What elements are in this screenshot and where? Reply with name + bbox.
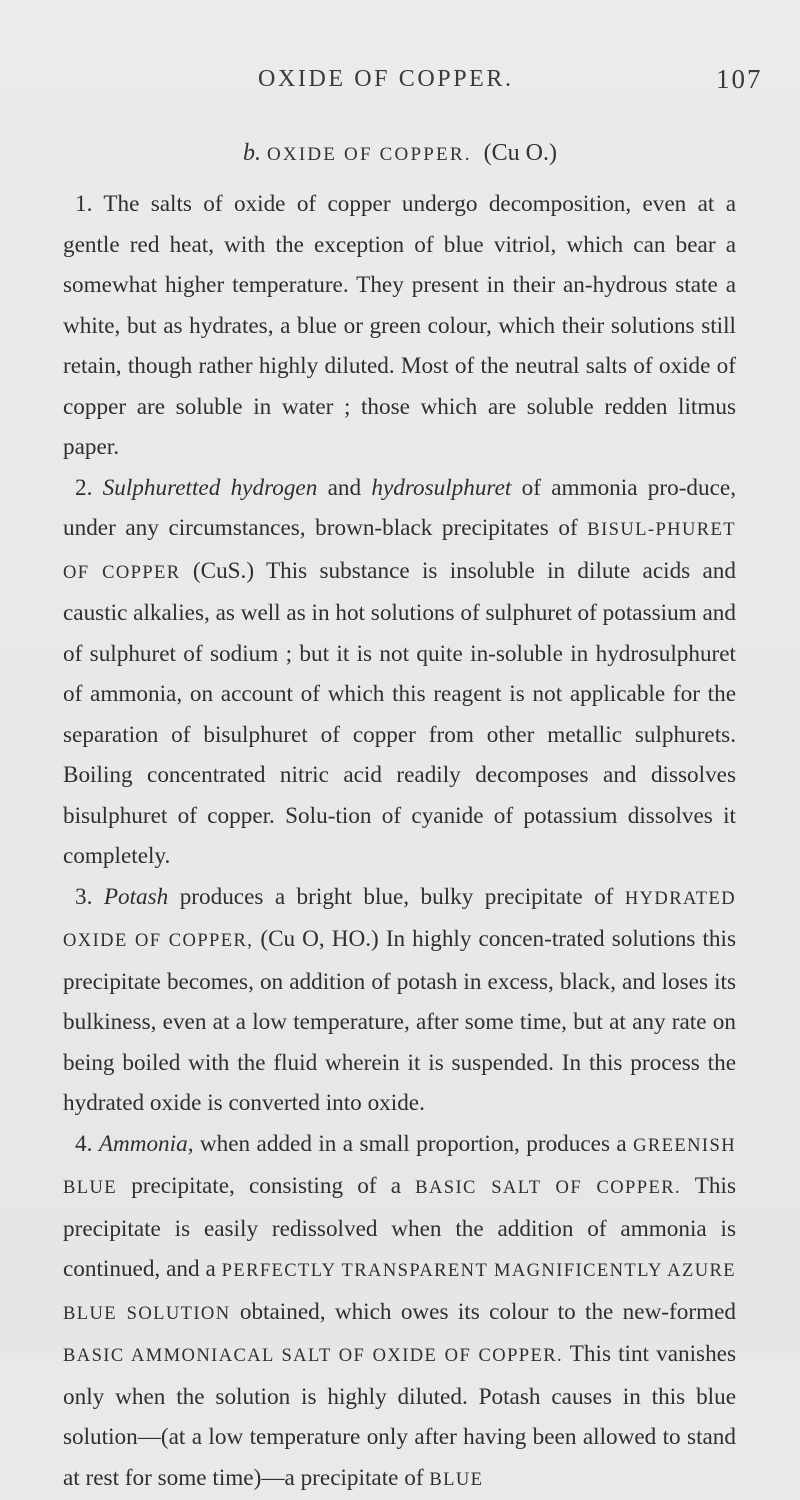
paragraph-3-text-1: produces a bright blue, bulky precipitate of [168, 884, 625, 910]
page-number: 107 [716, 64, 763, 95]
paragraph-2-text-2: (CuS.) This substance is insoluble in dilute acids and caustic alkalies, as well as in hot solutions of sulphuret of potassium and of sulphuret of sodium ; but it is not quite in-soluble in hydrosulphuret of ammonia, on account of which this reagent is not applicable for the separation of bisulphuret of copper from other metallic sulphurets. Boiling concentrated nitric acid readily decomposes and dissolves bisulphuret of copper. Solu-tion of cyanide of potassium dissolves it completely. [63, 558, 736, 870]
paragraph-2-and: and [317, 475, 371, 501]
paragraph-4-smallcaps-2: BASIC SALT OF COPPER. [415, 1177, 681, 1198]
paragraph-4-smallcaps-3: PERFECTLY TRANSPARENT MAGNIFICENTLY AZURE BLUE SOLUTION [63, 1260, 736, 1324]
paragraph-4-smallcaps-5: BLUE [429, 1469, 483, 1490]
section-heading [0, 140, 800, 167]
reagent-potash: Potash [104, 884, 168, 910]
section-title: OXIDE OF COPPER. [267, 144, 472, 165]
paragraph-2-smallcaps-1: BISUL-PHURET OF COPPER [63, 519, 736, 583]
body-text [63, 184, 736, 1500]
paragraph-4-number: 4. [75, 1131, 92, 1157]
paragraph-4-smallcaps-4: BASIC AMMONIACAL SALT OF OXIDE OF COPPER. [63, 1345, 563, 1366]
paragraph-2-text-1: of ammonia pro-duce, under any circumstances, brown-black precipitates of [63, 475, 736, 542]
paragraph-4-text-2: precipitate, consisting of a [117, 1173, 415, 1199]
paragraph-4 [63, 1124, 736, 1500]
paragraph-4-text-4: obtained, which owes its colour to the new-formed [231, 1299, 736, 1325]
paragraph-4-text-3: This precipitate is easily redissolved when the addition of ammonia is continued, and a [63, 1173, 736, 1282]
section-formula: (Cu O.) [484, 140, 557, 166]
section-marker: b. [243, 140, 261, 166]
paragraph-3-smallcaps-1: HYDRATED OXIDE OF COPPER, [63, 888, 736, 952]
running-title: OXIDE OF COPPER. [258, 66, 514, 93]
paragraph-4-text-5: This tint vanishes only when the solution is highly diluted. Potash causes in this blue solution—(at a low temperature only after having been allowed to stand at rest for some time)—a precipitate of [63, 1341, 736, 1491]
paragraph-3 [63, 877, 736, 1124]
reagent-ammonia: Ammonia, [99, 1131, 194, 1157]
paragraph-3-text-2: (Cu O, HO.) In highly concen-trated solutions this precipitate becomes, on addition of potash in excess, black, and loses its bulkiness, even at a low temperature, after some time, but at any rate on being boiled with the fluid wherein it is suspended. In this process the hydrated oxide is converted into oxide. [63, 926, 736, 1116]
paragraph-2 [63, 468, 736, 877]
paragraph-4-text-1: when added in a small proportion, produces a [194, 1131, 634, 1157]
paragraph-1-text: 1. The salts of oxide of copper undergo decomposition, even at a gentle red heat, with the exception of blue vitriol, which can bear a somewhat higher temperature. They present in their an-hydrous state a white, but as hydrates, a blue or green colour, which their solutions still retain, though rather highly diluted. Most of the neutral salts of oxide of copper are soluble in water ; those which are soluble redden litmus paper. [63, 191, 736, 460]
reagent-hydrosulphuret: hydrosulphuret [371, 475, 511, 501]
running-head [0, 66, 800, 106]
paragraph-1 [63, 184, 736, 468]
paragraph-2-number: 2. [75, 475, 92, 501]
paragraph-3-number: 3. [75, 884, 92, 910]
reagent-sulphuretted-hydrogen: Sulphuretted hydrogen [103, 475, 318, 501]
paragraph-4-smallcaps-1: GREENISH BLUE [63, 1135, 736, 1199]
